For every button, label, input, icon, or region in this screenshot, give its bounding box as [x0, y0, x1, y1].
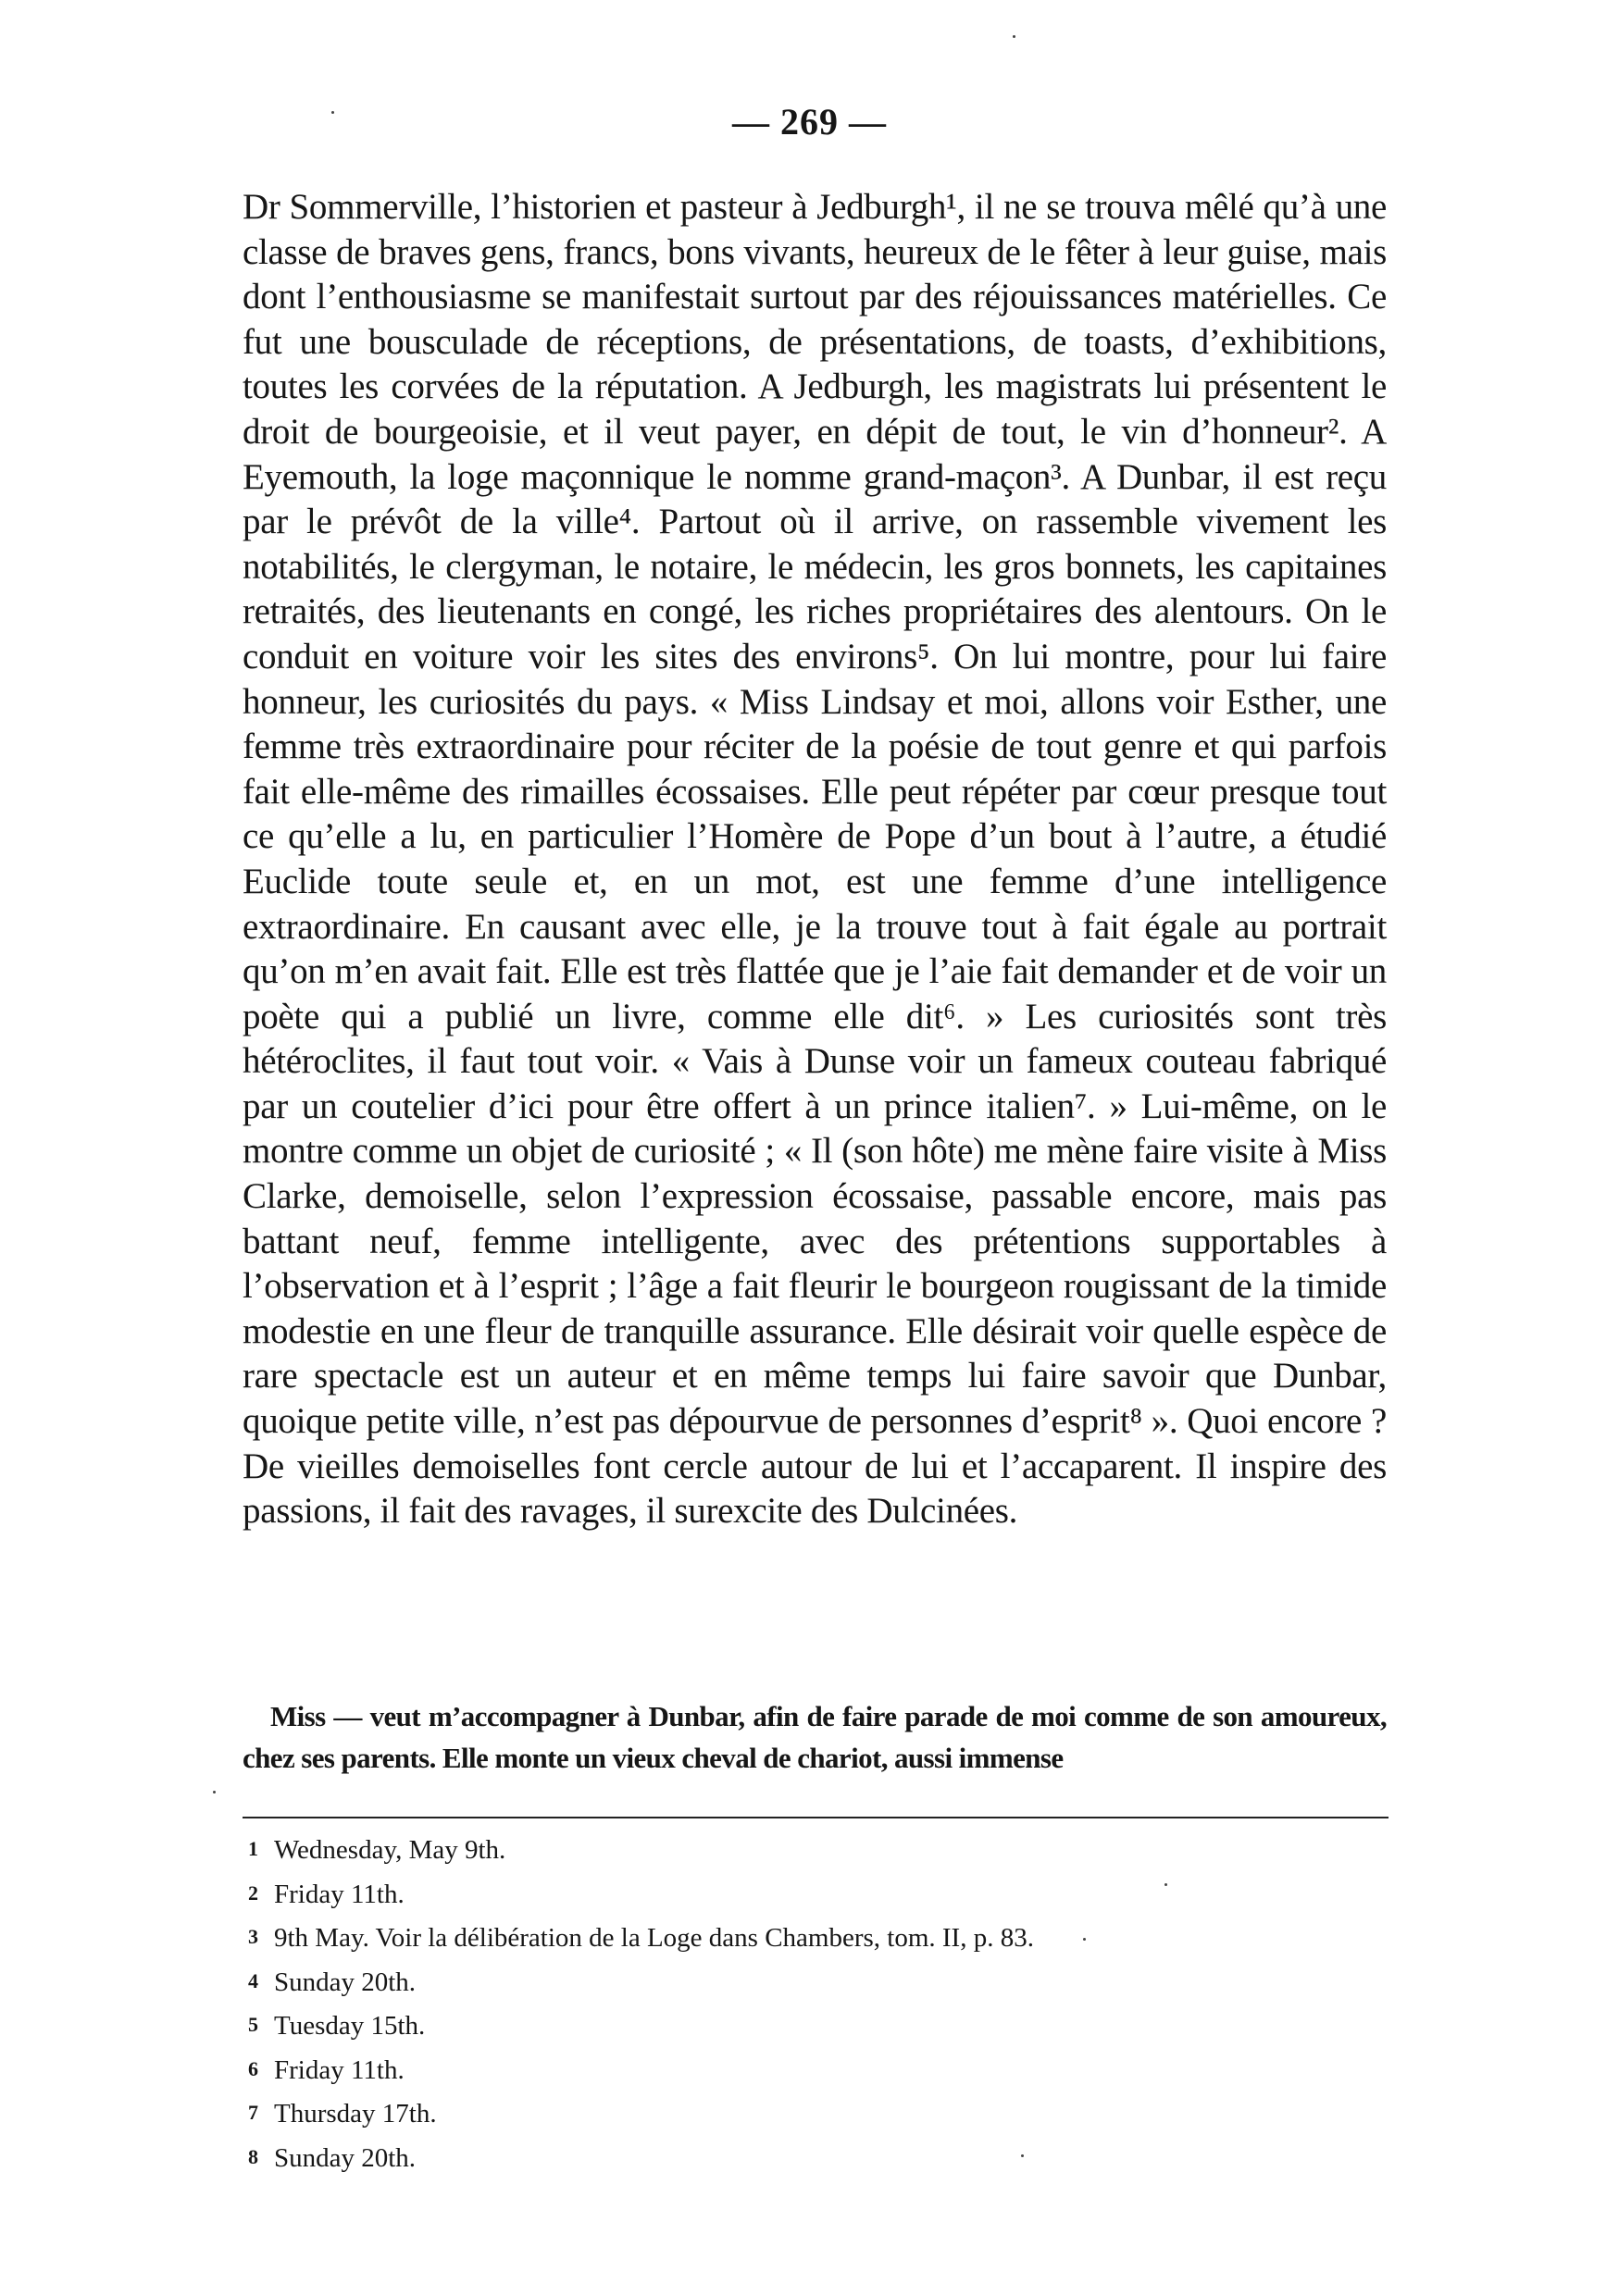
- footnote-text: Wednesday, May 9th.: [274, 1835, 506, 1865]
- footnote-text: Sunday 20th.: [274, 2142, 417, 2173]
- footnote-text: Friday 11th.: [274, 1879, 405, 1909]
- footnote: [248, 2091, 1359, 2136]
- footnotes: [248, 1828, 1359, 2179]
- quote-paragraph: Miss — veut m’accompagner à Dunbar, afin de faire parade de moi comme de son amoureux, chez ses parents. Elle monte un vieux cheval de chariot, aussi immense: [243, 1700, 1387, 1774]
- footnote-number: 8: [248, 2144, 258, 2168]
- footnote: [248, 1872, 1359, 1917]
- footnote: [248, 1960, 1359, 2004]
- print-speck: [1083, 1938, 1086, 1941]
- page-number: — 269 —: [732, 101, 887, 143]
- print-speck: [1021, 2154, 1024, 2157]
- body-paragraph: Dr Sommerville, l’historien et pasteur à Jedburgh¹, il ne se trouva mêlé qu’à une classe de braves gens, francs, bons vivants, heureux de le fêter à leur guise, mais dont l’enthousiasme se manifestait surtout par des réjouissances matérielles. Ce fut une bousculade de réceptions, de présentations, de toasts, d’exhibitions, toutes les corvées de la réputation. A Jedburgh, les magistrats lui présentent le droit de bourgeoisie, et il veut payer, en dépit de tout, le vin d’honneur². A Eyemouth, la loge maçonnique le nomme grand-maçon³. A Dunbar, il est reçu par le prévôt de la ville⁴. Partout où il arrive, on rassemble vivement les notabilités, le clergyman, le notaire, le médecin, les gros bonnets, les capitaines retraités, des lieutenants en congé, les riches propriétaires des alentours. On le conduit en voiture voir les sites des environs⁵. On lui montre, pour lui faire honneur, les curiosités du pays. « Miss Lindsay et moi, allons voir Esther, une femme très extraordinaire pour réciter de la poésie de tout genre et qui parfois fait elle-même des rimailles écossaises. Elle peut répéter par cœur presque tout ce qu’elle a lu, en particulier l’Homère de Pope d’un bout à l’autre, a étudié Euclide toute seule et, en un mot, est une femme d’une intelligence extraordinaire. En causant avec elle, je la trouve tout à fait égale au portrait qu’on m’en avait fait. Elle est très flattée que je l’aie fait demander et de voir un poète qui a publié un livre, comme elle dit⁶. » Les curiosités sont très hétéroclites, il faut tout voir. « Vais à Dunse voir un fameux couteau fabriqué par un coutelier d’ici pour être offert à un prince italien⁷. » Lui-même, on le montre comme un objet de curiosité ; « Il (son hôte) me mène faire visite à Miss Clarke, demoiselle, selon l’expression écossaise, passable encore, mais pas battant neuf, femme intelligente, avec des prétentions supportables à l’observation et à l’esprit ; l’âge a fait fleurir le bourgeon rougissant de la timide modestie en une fleur de tranquille assurance. Elle désirait voir quelle espèce de rare spectacle est un auteur et en même temps lui faire savoir que Dunbar, quoique petite ville, n’est pas dépourvue de personnes d’esprit⁸ ». Quoi encore ? De vieilles demoiselles font cercle autour de lui et l’accaparent. Il inspire des passions, il fait des ravages, il surexcite des Dulcinées.: [243, 187, 1387, 1532]
- footnote-text: Tuesday 15th.: [274, 2011, 426, 2041]
- footnote-number: 7: [248, 2101, 258, 2124]
- footnote-text: 9th May. Voir la délibération de la Loge dans Chambers, tom. II, p. 83.: [274, 1923, 1034, 1953]
- footnote-text: Thursday 17th.: [274, 2099, 437, 2128]
- footnote-number: 2: [248, 1880, 258, 1905]
- footnote-number: 5: [248, 2013, 258, 2036]
- print-speck: [1164, 1883, 1167, 1886]
- footnote-number: 4: [248, 1968, 258, 1992]
- footnote: [248, 2136, 1359, 2180]
- print-speck: [1013, 35, 1015, 38]
- footnote-number: 6: [248, 2056, 258, 2080]
- print-speck: [213, 1791, 216, 1793]
- footnote-rule: [243, 1817, 1389, 1818]
- footnote-text: Sunday 20th.: [274, 1967, 417, 1997]
- main-text: [243, 185, 1387, 1534]
- footnote-number: 1: [248, 1837, 258, 1860]
- footnote-text: Friday 11th.: [274, 2054, 405, 2085]
- footnote: [248, 1828, 1359, 1872]
- print-speck: [331, 111, 334, 114]
- footnote: [248, 2004, 1359, 2048]
- footnote: [248, 2048, 1359, 2092]
- footnote: [248, 1916, 1359, 1960]
- footnote-number: 3: [248, 1925, 258, 1948]
